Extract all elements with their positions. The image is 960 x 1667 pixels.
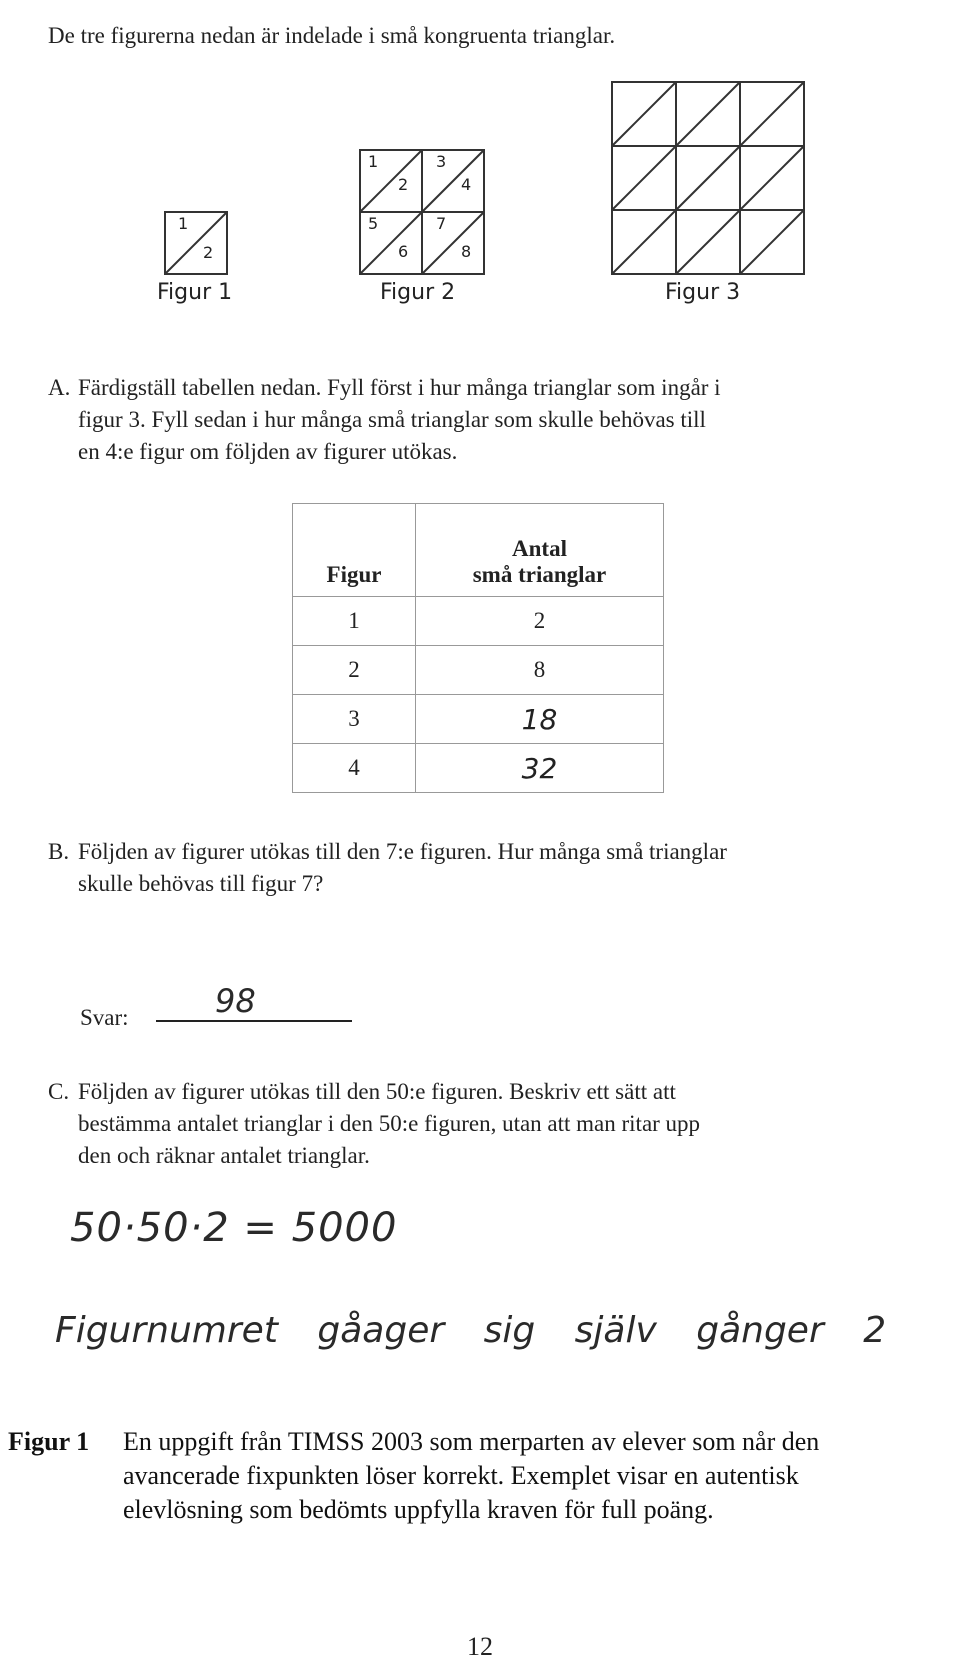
table-header-figur: Figur <box>293 504 416 597</box>
caption-line-3: elevlösning som bedömts uppfylla kraven för full poäng. <box>123 1495 714 1524</box>
part-a-text <box>48 372 928 468</box>
fig2-num-3: 3 <box>436 152 447 171</box>
answer-handwritten: 98 <box>215 982 256 1020</box>
table-cell-antal-handwritten: 18 <box>416 695 664 744</box>
fig2-num-1: 1 <box>368 152 379 171</box>
part-a-line-2: figur 3. Fyll sedan i hur många små trianglar som skulle behövas till <box>78 407 706 432</box>
part-c-line-2: bestämma antalet trianglar i den 50:e figuren, utan att man ritar upp <box>78 1111 701 1136</box>
intro-text: De tre figurerna nedan är indelade i små kongruenta trianglar. <box>48 23 616 48</box>
table-cell-figur: 3 <box>293 695 416 744</box>
handwritten-explanation: Figurnumret gåager sig själv gånger 2 <box>55 1310 887 1351</box>
caption-line-2: avancerade fixpunkten löser korrekt. Exemplet visar en autentisk <box>123 1461 799 1490</box>
answer-line <box>156 1020 352 1022</box>
figure-2-label: Figur 2 <box>380 280 456 305</box>
table-cell-figur: 4 <box>293 744 416 793</box>
triangle-count-table <box>292 503 664 793</box>
part-b-text <box>48 836 928 900</box>
table-row <box>293 597 664 646</box>
table-row <box>293 744 664 793</box>
fig1-num-2: 2 <box>203 243 214 262</box>
table-header-row <box>293 504 664 597</box>
part-c-line-1: Följden av figurer utökas till den 50:e figuren. Beskriv ett sätt att <box>78 1079 676 1104</box>
part-a-line-3: en 4:e figur om följden av figurer utökas. <box>78 439 458 464</box>
caption-line-1: En uppgift från TIMSS 2003 som merparten av elever som når den <box>123 1427 820 1456</box>
fig2-num-8: 8 <box>461 242 472 261</box>
table-header-antal-line1: Antal <box>512 536 567 561</box>
fig2-num-7: 7 <box>436 214 447 233</box>
part-b-label: B. <box>48 839 70 864</box>
part-b-line-2: skulle behövas till figur 7? <box>78 871 324 896</box>
part-a-line-1: Färdigställ tabellen nedan. Fyll först i hur många trianglar som ingår i <box>78 375 721 400</box>
figure-3-label: Figur 3 <box>665 280 741 305</box>
table-header-antal-line2: små trianglar <box>472 562 607 587</box>
table-cell-antal: 8 <box>416 646 664 695</box>
part-c-line-3: den och räknar antalet trianglar. <box>78 1143 370 1168</box>
fig2-num-4: 4 <box>461 175 472 194</box>
table-cell-figur: 1 <box>293 597 416 646</box>
handwritten-calculation: 50·50·2 = 5000 <box>70 1205 398 1251</box>
table-cell-figur: 2 <box>293 646 416 695</box>
caption-label: Figur 1 <box>8 1427 90 1456</box>
fig2-num-5: 5 <box>368 214 379 233</box>
figures-illustration <box>0 0 960 320</box>
page-number: 12 <box>467 1632 493 1661</box>
table-header-antal <box>416 504 664 597</box>
fig2-num-6: 6 <box>398 242 409 261</box>
figure-1-label: Figur 1 <box>157 280 233 305</box>
part-a-label: A. <box>48 375 71 400</box>
table-cell-antal: 2 <box>416 597 664 646</box>
table-row <box>293 646 664 695</box>
part-c-label: C. <box>48 1079 70 1104</box>
figure-1-drawing <box>165 212 227 274</box>
figure-caption <box>8 1425 953 1527</box>
fig1-num-1: 1 <box>178 214 189 233</box>
part-b-line-1: Följden av figurer utökas till den 7:e figuren. Hur många små trianglar <box>78 839 727 864</box>
part-c-text <box>48 1076 928 1172</box>
figure-3-drawing <box>612 82 804 274</box>
answer-label: Svar: <box>80 1005 129 1030</box>
table-cell-antal-handwritten: 32 <box>416 744 664 793</box>
table-row <box>293 695 664 744</box>
fig2-num-2: 2 <box>398 175 409 194</box>
